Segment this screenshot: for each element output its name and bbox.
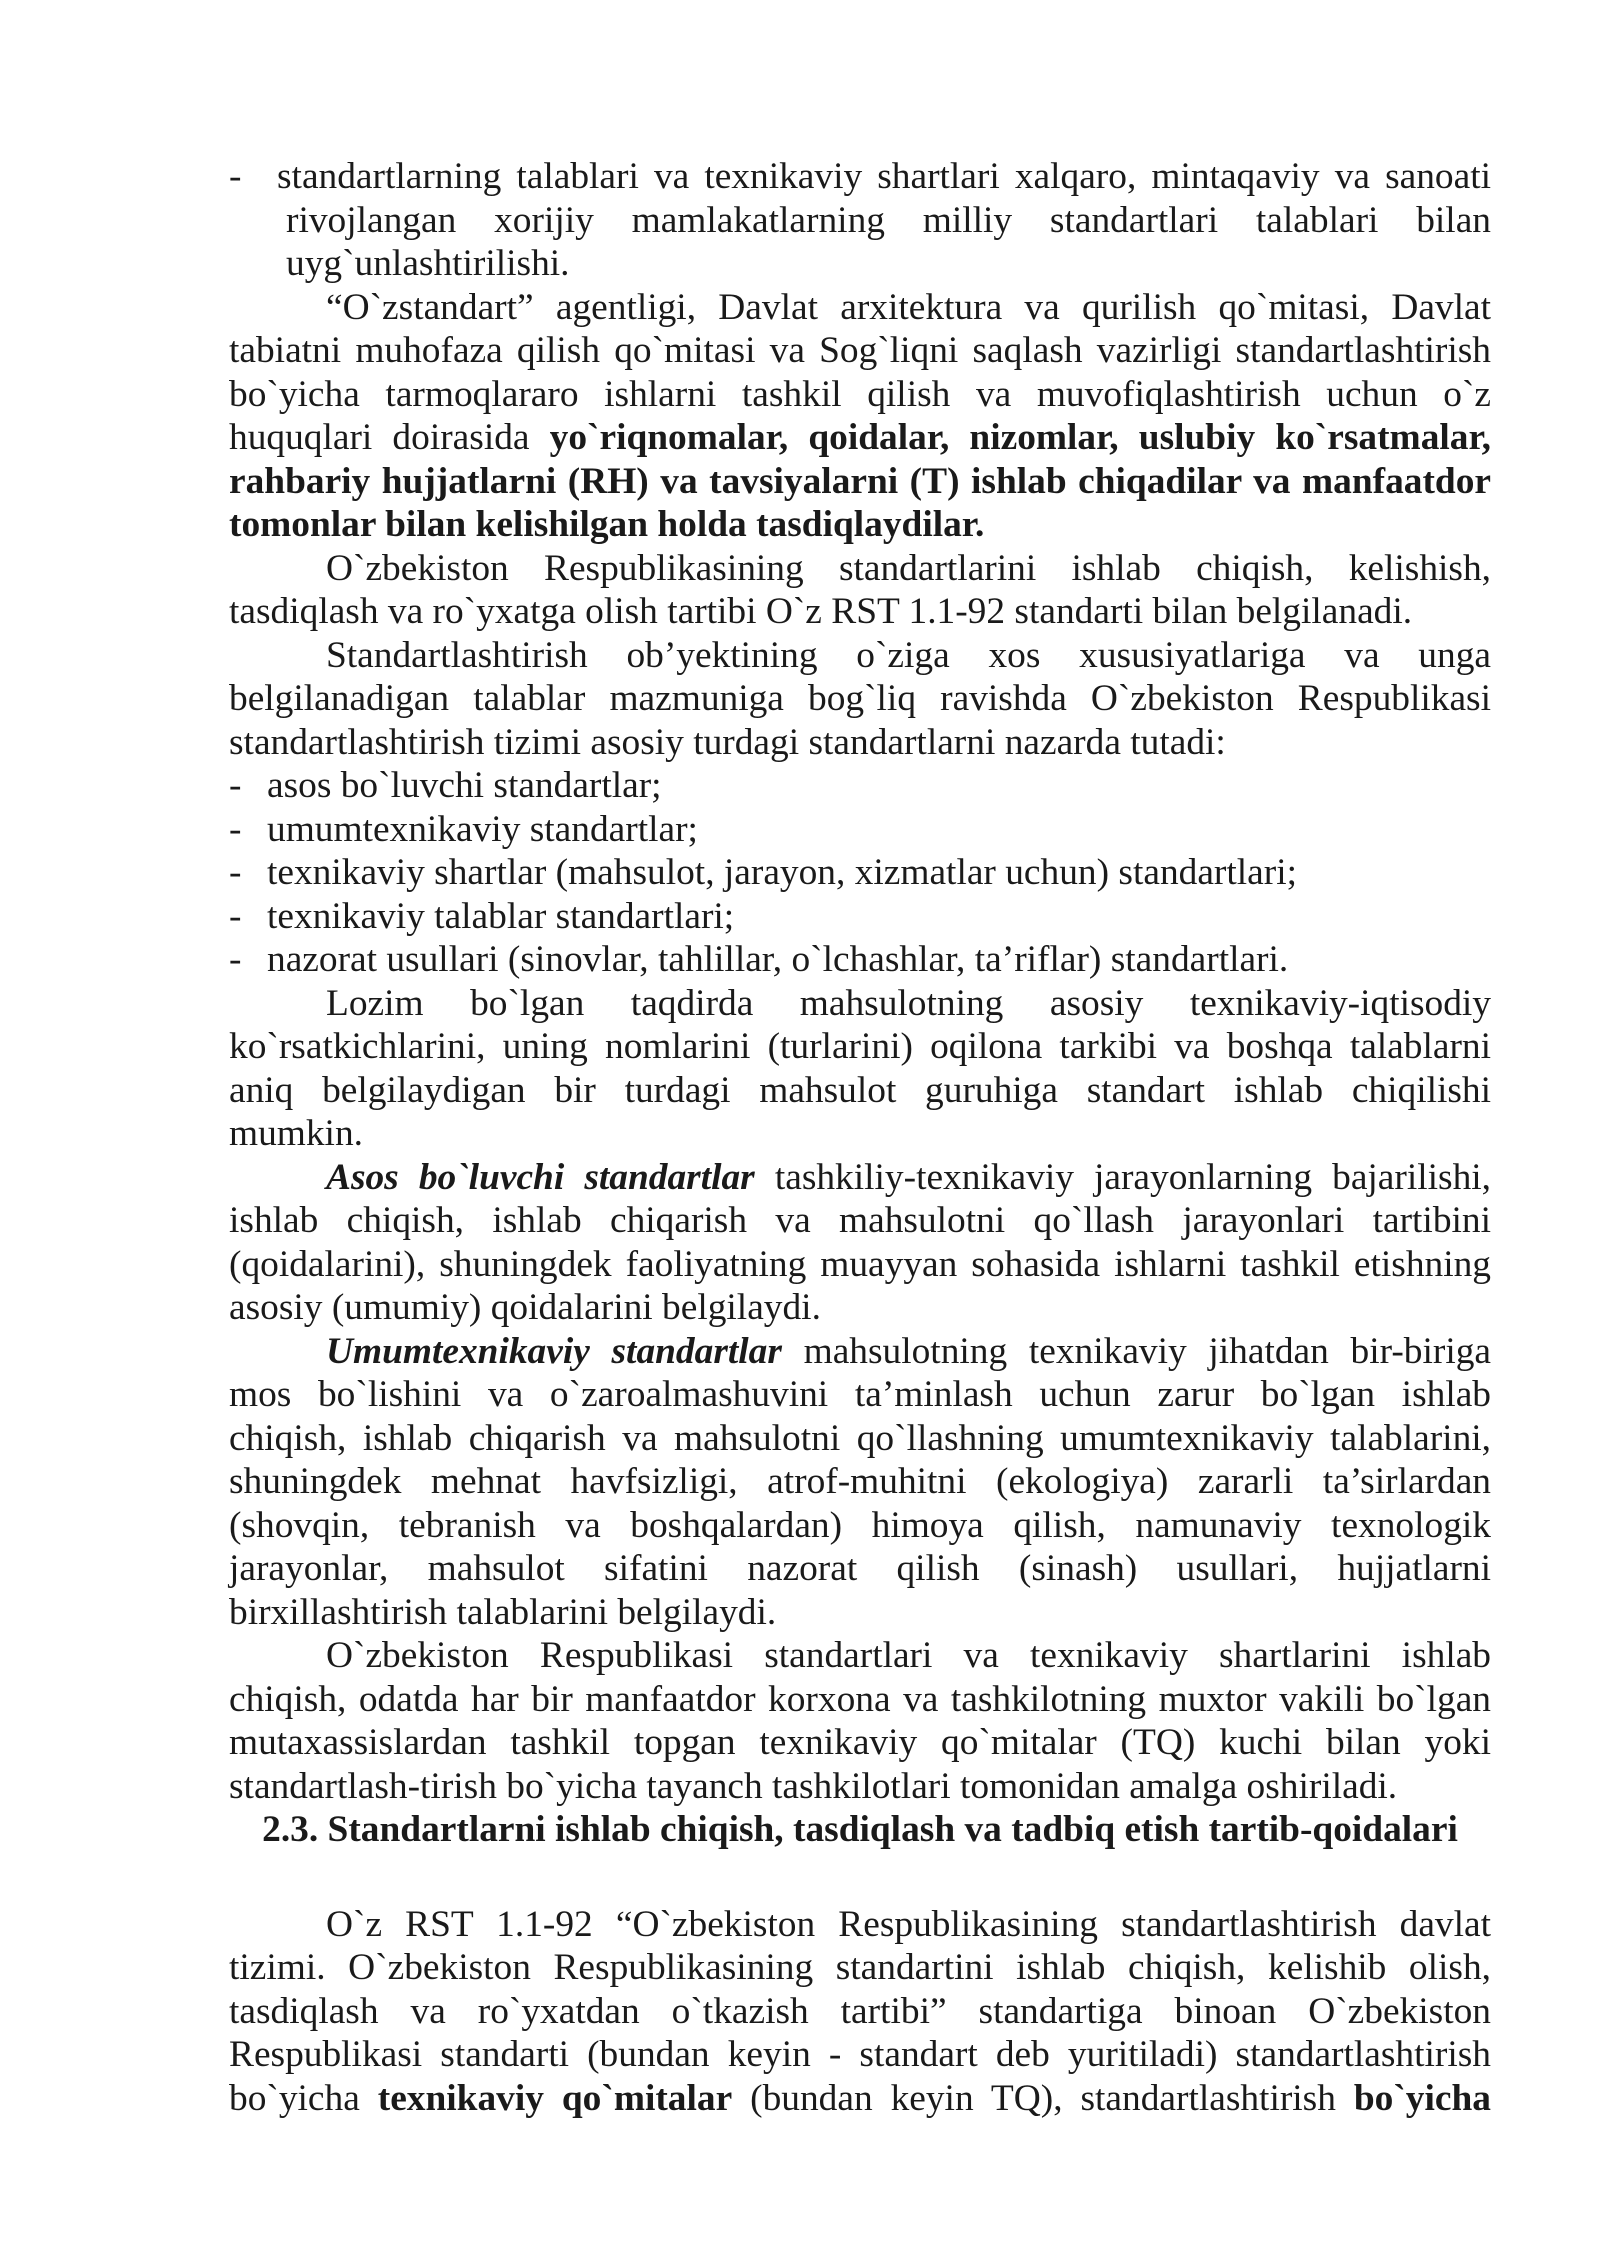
text-line: (qoidalarini), shuningdek faoliyatning muayyan sohasida ishlarni tashkil etishning — [229, 1243, 1491, 1285]
text-run: huquqlari doirasida — [229, 417, 550, 458]
list-item — [229, 938, 1491, 982]
bold-text-run: yo`riqnomalar, qoidalar, nizomlar, uslubiy ko`rsatmalar, — [549, 417, 1491, 458]
text-line — [229, 155, 1491, 199]
text-line: Lozim bo`lgan taqdirda mahsulotning asosiy texnikaviy-iqtisodiy — [326, 982, 1491, 1024]
list-item-text: nazorat usullari (sinovlar, tahlillar, o`lchashlar, ta’riflar) standartlari. — [267, 939, 1289, 980]
text-line: birxillashtirish talablarini belgilaydi. — [229, 1591, 777, 1633]
text-line — [229, 416, 1491, 460]
text-run: mahsulotning texnikaviy jihatdan bir-biriga — [781, 1330, 1492, 1372]
text-line: standartlashtirish tizimi asosiy turdagi standartlarni nazarda tutadi: — [229, 721, 1226, 763]
text-line: bo`yicha tarmoqlararo ishlarni tashkil qilish va muvofiqlashtirish uchun o`z — [229, 373, 1491, 415]
text-line: tasdiqlash va ro`yxatdan o`tkazish tartibi” standartiga binoan O`zbekiston — [229, 1990, 1491, 2032]
text-line: O`z RST 1.1-92 “O`zbekiston Respublikasining standartlashtirish davlat — [326, 1903, 1491, 1945]
bold-italic-text-run: Umumtexnikaviy standartlar — [326, 1330, 782, 1372]
paragraph — [229, 982, 1491, 1156]
text-line: Respublikasi standarti (bundan keyin - standart deb yuritiladi) standartlashtirish — [229, 2034, 1491, 2075]
list-item-text: umumtexnikaviy standartlar; — [267, 808, 698, 850]
bullet-item — [229, 155, 1491, 286]
text-run: tashkiliy-texnikaviy jarayonlarning bajarilishi, — [754, 1156, 1491, 1198]
text-line: Standartlashtirish ob’yektining o`ziga xos xususiyatlariga va unga — [326, 634, 1491, 676]
list-item — [229, 764, 1491, 808]
list-item — [229, 895, 1491, 939]
text-line — [229, 2077, 1491, 2121]
text-line: chiqish, ishlab chiqarish va mahsulotni qo`llashning umumtexnikaviy talablarini, — [229, 1417, 1491, 1459]
text-line: ko`rsatkichlarini, uning nomlarini (turlarini) oqilona tarkibi va boshqa talablarni — [229, 1026, 1491, 1067]
text-line: mos bo`lishini va o`zaroalmashuvini ta’minlash uchun zarur bo`lgan ishlab — [229, 1374, 1491, 1415]
list-item — [229, 808, 1491, 852]
text-line: (shovqin, tebranish va boshqalardan) himoya qilish, namunaviy texnologik — [229, 1504, 1491, 1546]
paragraph — [229, 1903, 1491, 2121]
list-marker: - — [229, 939, 242, 980]
list-item-text: asos bo`luvchi standartlar; — [267, 765, 662, 806]
paragraph — [229, 1330, 1491, 1635]
bold-text-line: tomonlar bilan kelishilgan holda tasdiqlaydilar. — [229, 504, 985, 545]
text-line — [229, 1330, 1491, 1374]
text-line: mutaxassislardan tashkil topgan texnikaviy qo`mitalar (TQ) kuchi bilan yoki — [229, 1722, 1491, 1763]
bold-italic-text-run: Asos bo`luvchi standartlar — [326, 1156, 755, 1198]
text-line: tizimi. O`zbekiston Respublikasining standartini ishlab chiqish, kelishib olish, — [229, 1947, 1491, 1988]
paragraph — [229, 1156, 1491, 1330]
text-line: shuningdek mehnat havfsizligi, atrof-muhitni (ekologiya) zararli ta’sirlardan — [229, 1461, 1491, 1502]
list-marker: - — [229, 765, 242, 806]
list-marker: - — [229, 852, 242, 893]
list-item — [229, 851, 1491, 895]
paragraph — [229, 547, 1491, 634]
text-run: standartlarning talablari va texnikaviy shartlari xalqaro, mintaqaviy va sanoati — [277, 156, 1491, 197]
paragraph — [229, 286, 1491, 547]
paragraph — [229, 634, 1491, 765]
list-marker: - — [229, 156, 242, 197]
bold-text-run: texnikaviy qo`mitalar — [377, 2077, 733, 2119]
list-marker: - — [229, 808, 242, 850]
standard-types-list — [229, 764, 1491, 982]
text-line: mumkin. — [229, 1113, 363, 1154]
bold-text-run: bo`yicha — [1353, 2077, 1491, 2119]
text-run: bo`yicha — [229, 2077, 378, 2119]
section-heading: 2.3. Standartlarni ishlab chiqish, tasdiqlash va tadbiq etish tartib-qoidalari — [262, 1809, 1458, 1850]
text-line: O`zbekiston Respublikasining standartlarini ishlab chiqish, kelishish, — [326, 547, 1491, 589]
text-line: ishlab chiqish, ishlab chiqarish va mahsulotni qo`llash jarayonlari tartibini — [229, 1200, 1491, 1241]
list-marker: - — [229, 895, 242, 937]
text-line: tasdiqlash va ro`yxatga olish tartibi O`z RST 1.1-92 standarti bilan belgilanadi. — [229, 591, 1413, 632]
text-run: (bundan keyin TQ), standartlashtirish — [732, 2077, 1354, 2119]
text-line: tabiatni muhofaza qilish qo`mitasi va Sog`liqni saqlash vazirligi standartlashtirish — [229, 330, 1491, 371]
text-line: standartlash-tirish bo`yicha tayanch tashkilotlari tomonidan amalga oshiriladi. — [229, 1765, 1398, 1807]
text-line: O`zbekiston Respublikasi standartlari va texnikaviy shartlarini ishlab — [326, 1635, 1491, 1676]
list-item-text: texnikaviy shartlar (mahsulot, jarayon, xizmatlar uchun) standartlari; — [267, 852, 1297, 893]
text-line: uyg`unlashtirilishi. — [286, 243, 570, 284]
paragraph — [229, 1634, 1491, 1808]
text-line: aniq belgilaydigan bir turdagi mahsulot guruhiga standart ishlab chiqilishi — [229, 1069, 1491, 1111]
text-line — [229, 1156, 1491, 1200]
list-item-text: texnikaviy talablar standartlari; — [267, 895, 735, 937]
text-line: belgilanadigan talablar mazmuniga bog`liq ravishda O`zbekiston Respublikasi — [229, 678, 1491, 719]
text-line: jarayonlar, mahsulot sifatini nazorat qilish (sinash) usullari, hujjatlarni — [229, 1548, 1491, 1589]
bold-text-line: rahbariy hujjatlarni (RH) va tavsiyalarni (T) ishlab chiqadilar va manfaatdor — [229, 460, 1491, 502]
text-line: chiqish, odatda har bir manfaatdor korxona va tashkilotning muxtor vakili bo`lgan — [229, 1678, 1491, 1720]
text-line: “O`zstandart” agentligi, Davlat arxitektura va qurilish qo`mitasi, Davlat — [326, 286, 1491, 328]
text-line: asosiy (umumiy) qoidalarini belgilaydi. — [229, 1287, 821, 1328]
text-line: rivojlangan xorijiy mamlakatlarning milliy standartlari talablari bilan — [286, 199, 1491, 241]
